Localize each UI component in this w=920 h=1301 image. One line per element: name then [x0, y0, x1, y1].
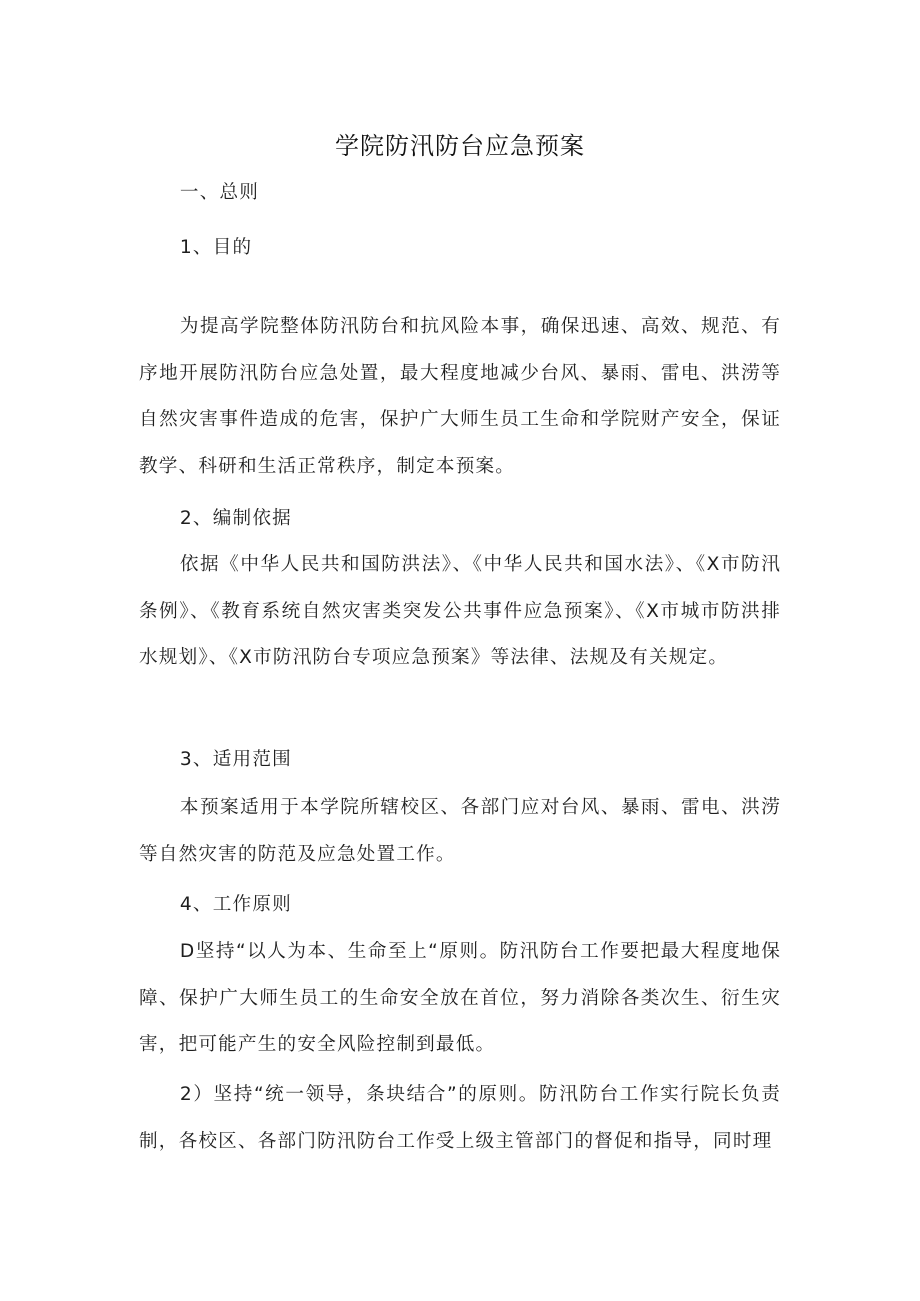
paragraph-principle-2: 2）坚持“统一领导，条块结合”的原则。防汛防台工作实行院长负责制，各校区、各部门防汛防台工作受上级主管部门的督促和指导，同时理 [139, 1084, 781, 1152]
page-title: 学院防汛防台应急预案 [335, 132, 585, 160]
section-heading-purpose: 1、目的 [179, 237, 253, 258]
section-heading-general: 一、总则 [179, 182, 260, 203]
section-heading-scope: 3、适用范围 [179, 749, 292, 770]
paragraph-basis: 依据《中华人民共和国防洪法》、《中华人民共和国水法》、《X市防汛条例》、《教育系统自然灾害类突发公共事件应急预案》、《X市城市防洪排水规划》、《X市防汛防台专项应急预案》等法律、法规及有关规定。 [139, 554, 781, 668]
section-heading-principles: 4、工作原则 [179, 894, 292, 915]
paragraph-principle-1: D坚持“以人为本、生命至上“原则。防汛防台工作要把最大程度地保障、保护广大师生员工的生命安全放在首位，努力消除各类次生、衍生灾害，把可能产生的安全风险控制到最低。 [139, 941, 781, 1055]
paragraph-scope: 本预案适用于本学院所辖校区、各部门应对台风、暴雨、雷电、洪涝等自然灾害的防范及应急处置工作。 [139, 797, 781, 865]
paragraph-purpose: 为提高学院整体防汛防台和抗风险本事，确保迅速、高效、规范、有序地开展防汛防台应急处置，最大程度地减少台风、暴雨、雷电、洪涝等自然灾害事件造成的危害，保护广大师生员工生命和学院财产安全，保证教学、科研和生活正常秩序，制定本预案。 [139, 316, 781, 477]
section-heading-basis: 2、编制依据 [179, 508, 292, 529]
